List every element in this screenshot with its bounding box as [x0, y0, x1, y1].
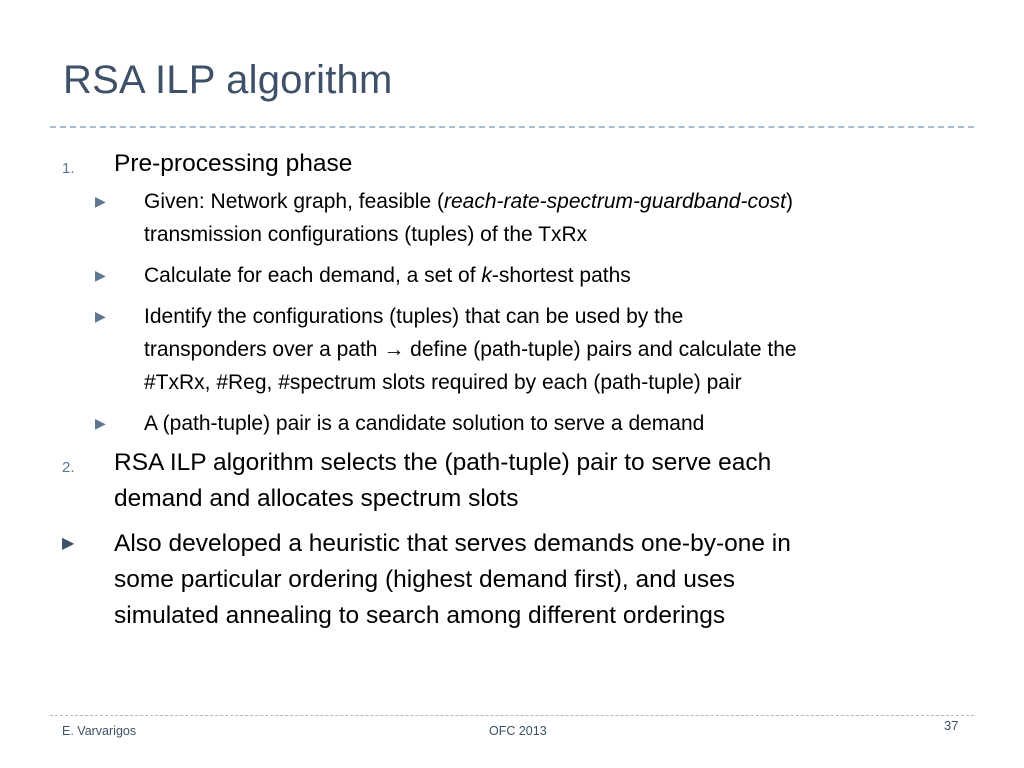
sub-item-line: A (path-tuple) pair is a candidate solution to serve a demand	[144, 412, 705, 435]
sub-item-emphasis: reach-rate-spectrum-guardband-cost	[443, 190, 786, 213]
sub-item-line: transmission configurations (tuples) of the TxRx	[144, 223, 588, 246]
list-item-heuristic	[62, 526, 962, 634]
list-item-line: some particular ordering (highest demand first), and uses	[114, 566, 735, 593]
sub-item-line	[144, 259, 962, 292]
list-item-text: Pre-processing phase	[114, 150, 353, 177]
sub-item-k-shortest	[62, 259, 962, 292]
page-number: 37	[944, 718, 959, 733]
triangle-bullet-icon: ▶	[95, 267, 106, 283]
sub-item-identify	[62, 300, 962, 399]
sub-item-given	[62, 185, 962, 251]
sub-item-line: Identify the configurations (tuples) that can be used by the	[144, 305, 684, 328]
list-item-line: demand and allocates spectrum slots	[114, 485, 519, 512]
footer-divider	[50, 715, 974, 716]
list-number: 2.	[62, 459, 75, 476]
triangle-bullet-icon: ▶	[95, 193, 106, 209]
sub-item-text: Given: Network graph, feasible (	[144, 190, 444, 213]
triangle-bullet-icon: ▶	[62, 535, 75, 552]
list-item-rsa-ilp	[62, 445, 962, 517]
sub-item-line	[144, 185, 962, 218]
slide-title: RSA ILP algorithm	[63, 58, 393, 102]
footer-author: E. Varvarigos	[62, 724, 137, 738]
sub-item-candidate	[62, 407, 962, 440]
list-item-pre-processing	[62, 146, 962, 182]
slide-body	[62, 146, 962, 634]
list-item-line: simulated annealing to search among different orderings	[114, 602, 726, 629]
title-divider	[50, 126, 974, 128]
sub-item-line: #TxRx, #Reg, #spectrum slots required by each (path-tuple) pair	[144, 371, 742, 394]
triangle-bullet-icon: ▶	[95, 415, 106, 431]
sub-item-text: )	[785, 190, 793, 213]
list-item-line: Also developed a heuristic that serves demands one-by-one in	[114, 530, 791, 557]
list-item-line: RSA ILP algorithm selects the (path-tuple) pair to serve each	[114, 449, 772, 476]
sub-item-line: transponders over a path → define (path-tuple) pairs and calculate the	[144, 338, 797, 361]
list-number: 1.	[62, 160, 75, 177]
sub-item-text: -shortest paths	[491, 264, 631, 287]
triangle-bullet-icon: ▶	[95, 308, 106, 324]
footer-event: OFC 2013	[489, 724, 547, 738]
sub-item-emphasis: k	[481, 264, 492, 287]
sub-item-text: Calculate for each demand, a set of	[144, 264, 482, 287]
